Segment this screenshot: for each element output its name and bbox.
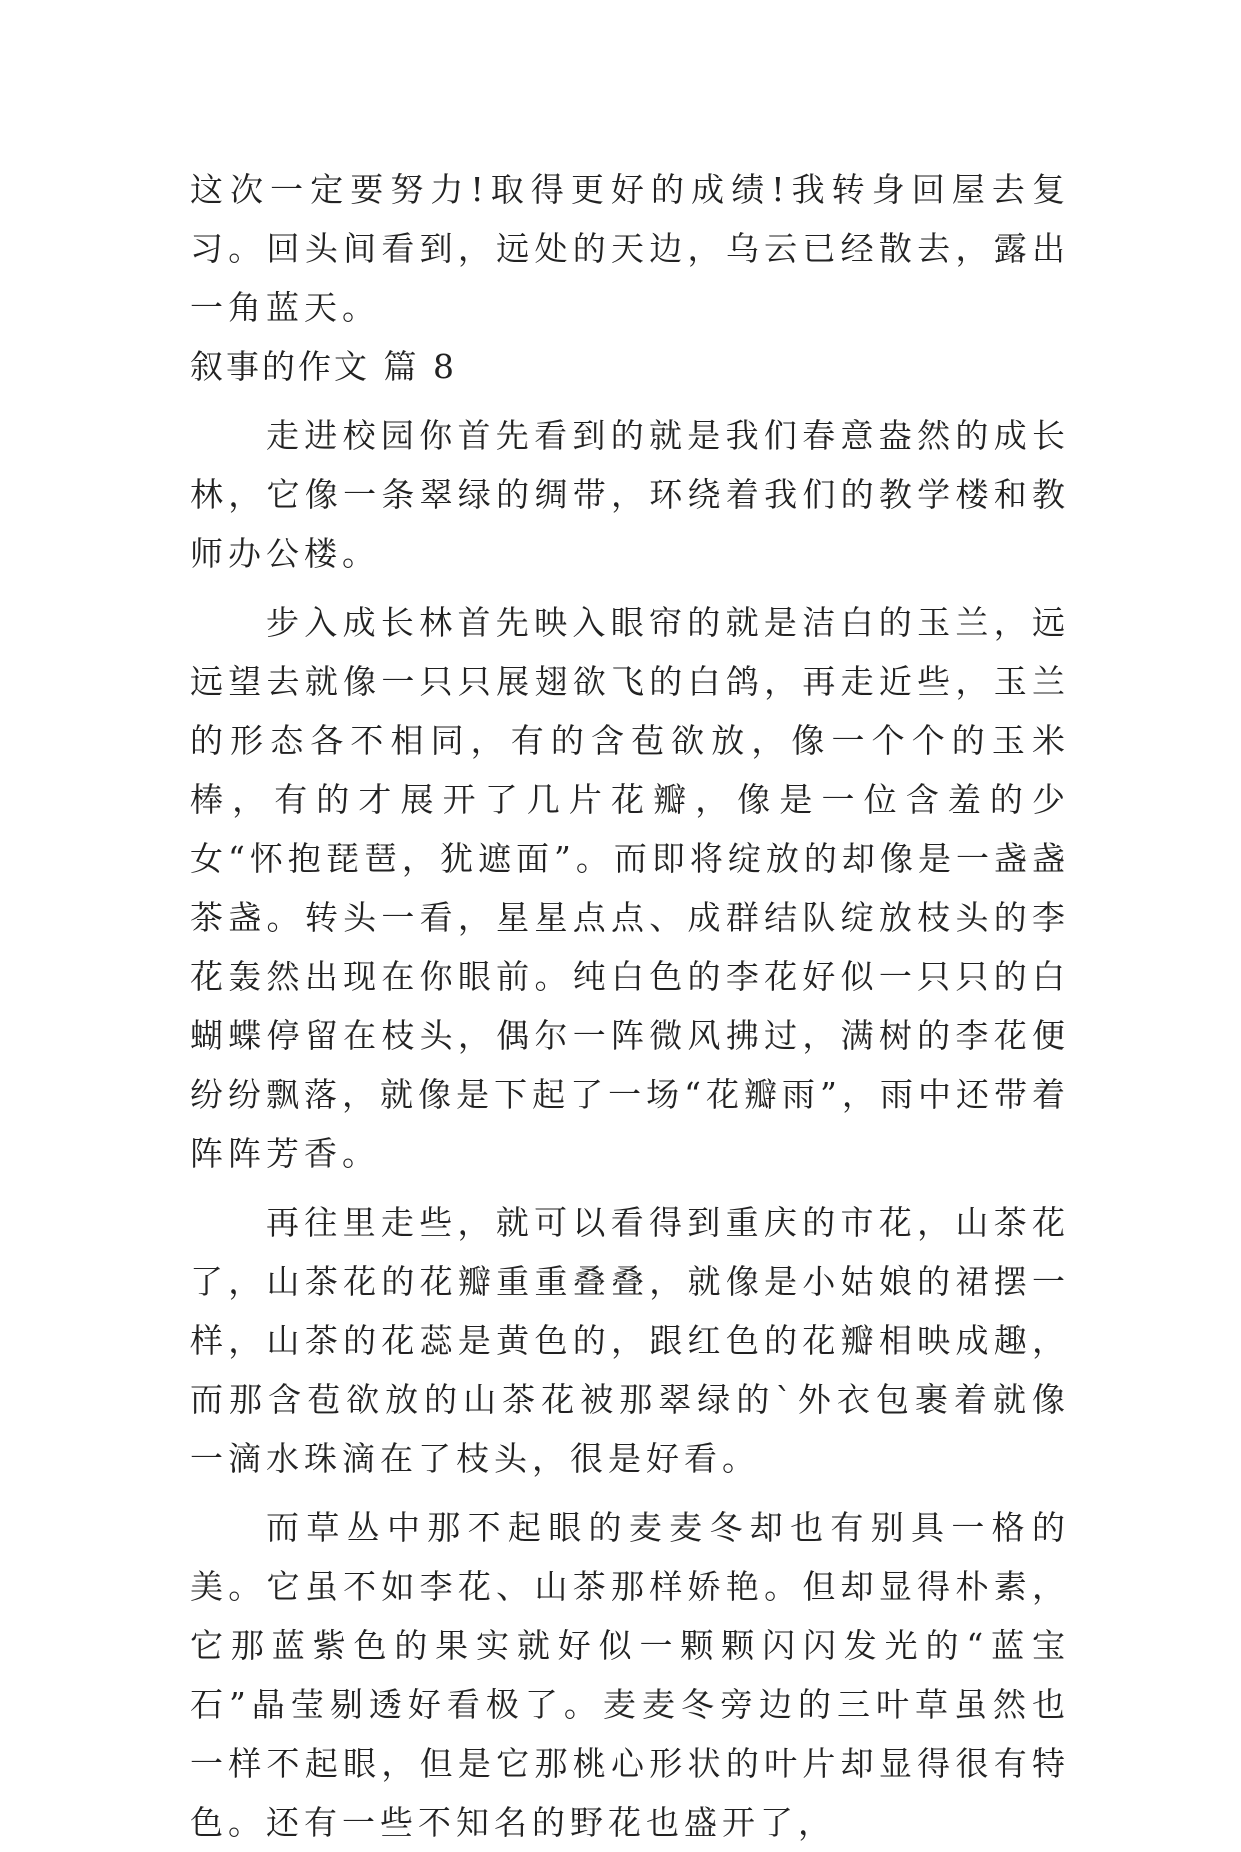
intro-paragraph: 这次一定要努力!取得更好的成绩!我转身回屋去复习。回头间看到，远处的天边，乌云已经散去，露出一角蓝天。 xyxy=(190,170,1070,327)
body-paragraph-3: 再往里走些，就可以看得到重庆的市花，山茶花了，山茶花的花瓣重重叠叠，就像是小姑娘的裙摆一样，山茶的花蕊是黄色的，跟红色的花瓣相映成趣，而那含苞欲放的山茶花被那翠绿的`外衣包裹着就像一滴水珠滴在了枝头，很是好看。 xyxy=(190,1203,1070,1478)
body-paragraph-1: 走进校园你首先看到的就是我们春意盎然的成长林，它像一条翠绿的绸带，环绕着我们的教学楼和教师办公楼。 xyxy=(190,416,1070,573)
document-body xyxy=(190,160,1070,1852)
body-paragraph-2: 步入成长林首先映入眼帘的就是洁白的玉兰，远远望去就像一只只展翅欲飞的白鸽，再走近些，玉兰的形态各不相同，有的含苞欲放，像一个个的玉米棒，有的才展开了几片花瓣，像是一位含羞的少女“怀抱琵琶，犹遮面”。而即将绽放的却像是一盏盏茶盏。转头一看，星星点点、成群结队绽放枝头的李花轰然出现在你眼前。纯白色的李花好似一只只的白蝴蝶停留在枝头，偶尔一阵微风拂过，满树的李花便纷纷飘落，就像是下起了一场“花瓣雨”，雨中还带着阵阵芳香。 xyxy=(190,603,1070,1173)
section-heading: 叙事的作文 篇 8 xyxy=(190,347,457,386)
body-paragraph-4: 而草丛中那不起眼的麦麦冬却也有别具一格的美。它虽不如李花、山茶那样娇艳。但却显得朴素，它那蓝紫色的果实就好似一颗颗闪闪发光的“蓝宝石”晶莹剔透好看极了。麦麦冬旁边的三叶草虽然也一样不起眼，但是它那桃心形状的叶片却显得很有特色。还有一些不知名的野花也盛开了， xyxy=(190,1508,1070,1842)
